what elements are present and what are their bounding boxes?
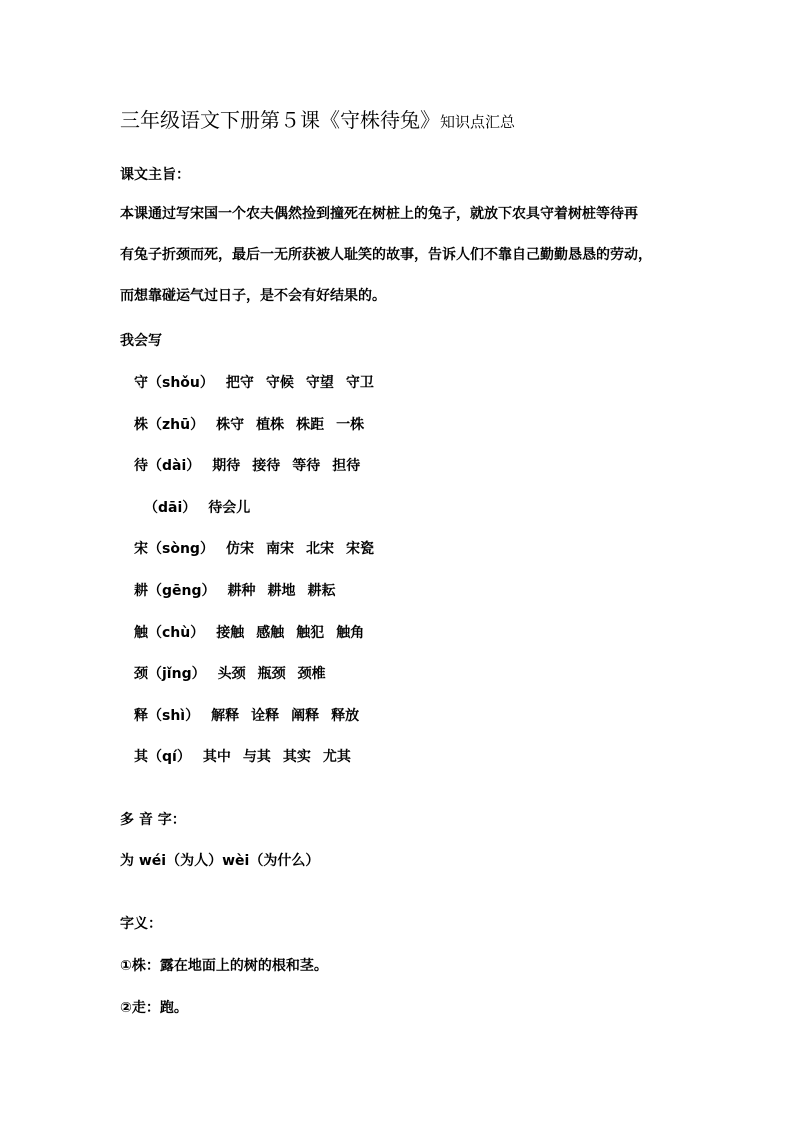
vocab-word: 解释 [211,708,240,724]
vocab-char: 守（shǒu） [134,375,214,391]
vocab-word: 瓶颈 [257,666,286,682]
vocab-word: 仿宋 [225,541,254,557]
vocab-word: 等待 [292,458,321,474]
vocab-row [120,622,364,642]
vocab-row [120,580,336,600]
vocab-char: 宋（sòng） [134,541,214,557]
vocab-word: 阐释 [291,708,320,724]
meaning-item: ①株：露在地面上的树的根和茎。 [120,958,328,974]
vocab-char: 触（chù） [134,625,205,641]
write-heading: 我会写 [120,333,162,349]
vocab-row [120,705,359,725]
vocab-word: 守望 [305,375,334,391]
vocab-word: 触犯 [296,625,325,641]
vocab-char: 颈（jǐng） [134,666,206,682]
vocab-word: 耕耘 [307,583,336,599]
theme-line: 有兔子折颈而死，最后一无所获被人耻笑的故事，告诉人们不靠自己勤勤恳恳的劳动， [120,247,652,263]
vocab-word: 守卫 [345,375,374,391]
meaning-heading: 字义： [120,916,162,932]
vocab-word: 株距 [296,417,325,433]
vocab-word: 期待 [212,458,241,474]
vocab-word: 感触 [256,625,285,641]
vocab-word: 接触 [216,625,245,641]
vocab-word: 诠释 [251,708,280,724]
vocab-char: 耕（gēng） [134,583,216,599]
theme-line: 而想靠碰运气过日子，是不会有好结果的。 [120,288,386,304]
theme-heading: 课文主旨： [120,167,190,183]
vocab-word: 一株 [336,417,365,433]
vocab-row [120,663,326,683]
title-main: 三年级语文下册第５课《守株待兔》 [120,108,440,132]
vocab-row [120,455,360,475]
vocab-word: 颈椎 [297,666,326,682]
vocab-word: 耕种 [227,583,256,599]
polyphone-heading: 多 音 字： [120,812,186,828]
vocab-row [120,746,351,766]
vocab-char: 其（qí） [134,749,191,765]
vocab-char: 待（dài） [134,458,201,474]
polyphone-line: 为 wéi（为人）wèi（为什么） [120,853,320,869]
vocab-word: 把守 [225,375,254,391]
vocab-word: 守候 [265,375,294,391]
vocab-word: 耕地 [267,583,296,599]
vocab-word: 接待 [252,458,281,474]
vocab-word: 株守 [216,417,245,433]
vocab-word: 宋瓷 [345,541,374,557]
vocab-row [130,497,250,517]
meaning-item: ②走：跑。 [120,1000,188,1016]
vocab-word: 尤其 [322,749,351,765]
vocab-word: 释放 [331,708,360,724]
vocab-word: 其实 [282,749,311,765]
vocab-word: 头颈 [217,666,246,682]
vocab-row [120,538,374,558]
document-title [120,104,515,133]
theme-paragraph [120,194,680,317]
vocab-char: 释（shì） [134,708,200,724]
vocab-word: 担待 [332,458,361,474]
vocab-word: 植株 [256,417,285,433]
vocab-word: 其中 [202,749,231,765]
vocab-row [120,372,374,392]
vocab-word: 待会儿 [208,500,251,516]
vocab-char: 株（zhū） [134,417,205,433]
vocab-word: 南宋 [265,541,294,557]
theme-line: 本课通过写宋国一个农夫偶然捡到撞死在树桩上的兔子，就放下农具守着树桩等待再 [120,206,638,222]
vocab-word: 北宋 [305,541,334,557]
vocab-word: 与其 [242,749,271,765]
vocab-row [120,414,364,434]
title-sub: 知识点汇总 [440,113,516,131]
vocab-word: 触角 [336,625,365,641]
vocab-char: （dāi） [144,500,197,516]
